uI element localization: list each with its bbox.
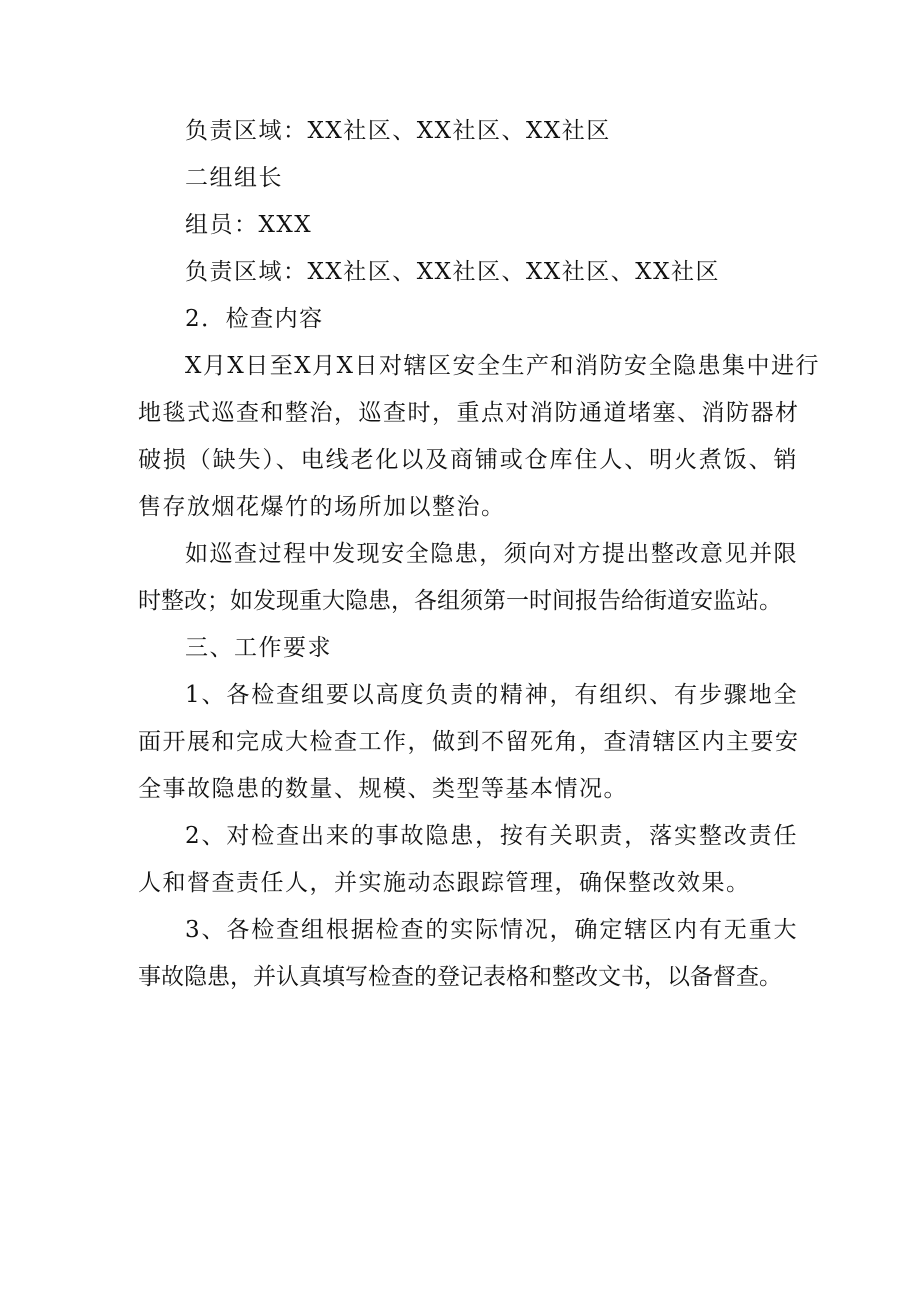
requirement-2-paragraph	[138, 813, 798, 907]
rectify-line-1: 如巡查过程中发现安全隐患，须向对方提出整改意见并限	[185, 541, 798, 567]
inspection-paragraph	[138, 343, 820, 531]
group2-members-line: 组员：XXX	[185, 212, 313, 238]
document-body	[138, 108, 820, 1001]
requirement-1-line-3: 全事故隐患的数量、规模、类型等基本情况。	[138, 776, 628, 802]
area-line-group1: 负责区域：XX社区、XX社区、XX社区	[185, 118, 611, 144]
section-inspection-content-title: 2．检查内容	[185, 306, 324, 332]
area-line-group2: 负责区域：XX社区、XX社区、XX社区、XX社区	[185, 259, 720, 285]
inspection-line-1: X月X日至X月X日对辖区安全生产和消防安全隐患集中进行	[185, 353, 820, 379]
requirement-3-line-2: 事故隐患，并认真填写检查的登记表格和整改文书，以备督查。	[138, 964, 782, 990]
requirement-3-line-1: 3、各检查组根据检查的实际情况，确定辖区内有无重大	[185, 917, 798, 943]
inspection-line-3: 破损（缺失）、电线老化以及商铺或仓库住人、明火煮饭、销	[138, 447, 798, 473]
requirement-2-line-2: 人和督查责任人，并实施动态跟踪管理，确保整改效果。	[138, 870, 751, 896]
requirement-1-line-1: 1、各检查组要以高度负责的精神，有组织、有步骤地全	[185, 682, 798, 708]
requirement-2-line-1: 2、对检查出来的事故隐患，按有关职责，落实整改责任	[185, 823, 798, 849]
inspection-line-4: 售存放烟花爆竹的场所加以整治。	[138, 494, 506, 520]
group2-leader-line: 二组组长	[185, 165, 283, 191]
rectify-paragraph	[138, 531, 798, 625]
rectify-line-2: 时整改；如发现重大隐患，各组须第一时间报告给街道安监站。	[138, 588, 782, 614]
requirement-1-line-2: 面开展和完成大检查工作，做到不留死角，查清辖区内主要安	[138, 729, 800, 755]
work-requirements-heading: 三、工作要求	[185, 635, 332, 661]
requirement-3-paragraph	[138, 907, 798, 1001]
requirement-1-paragraph	[138, 672, 798, 813]
inspection-line-2: 地毯式巡查和整治，巡查时，重点对消防通道堵塞、消防器材	[138, 400, 800, 426]
